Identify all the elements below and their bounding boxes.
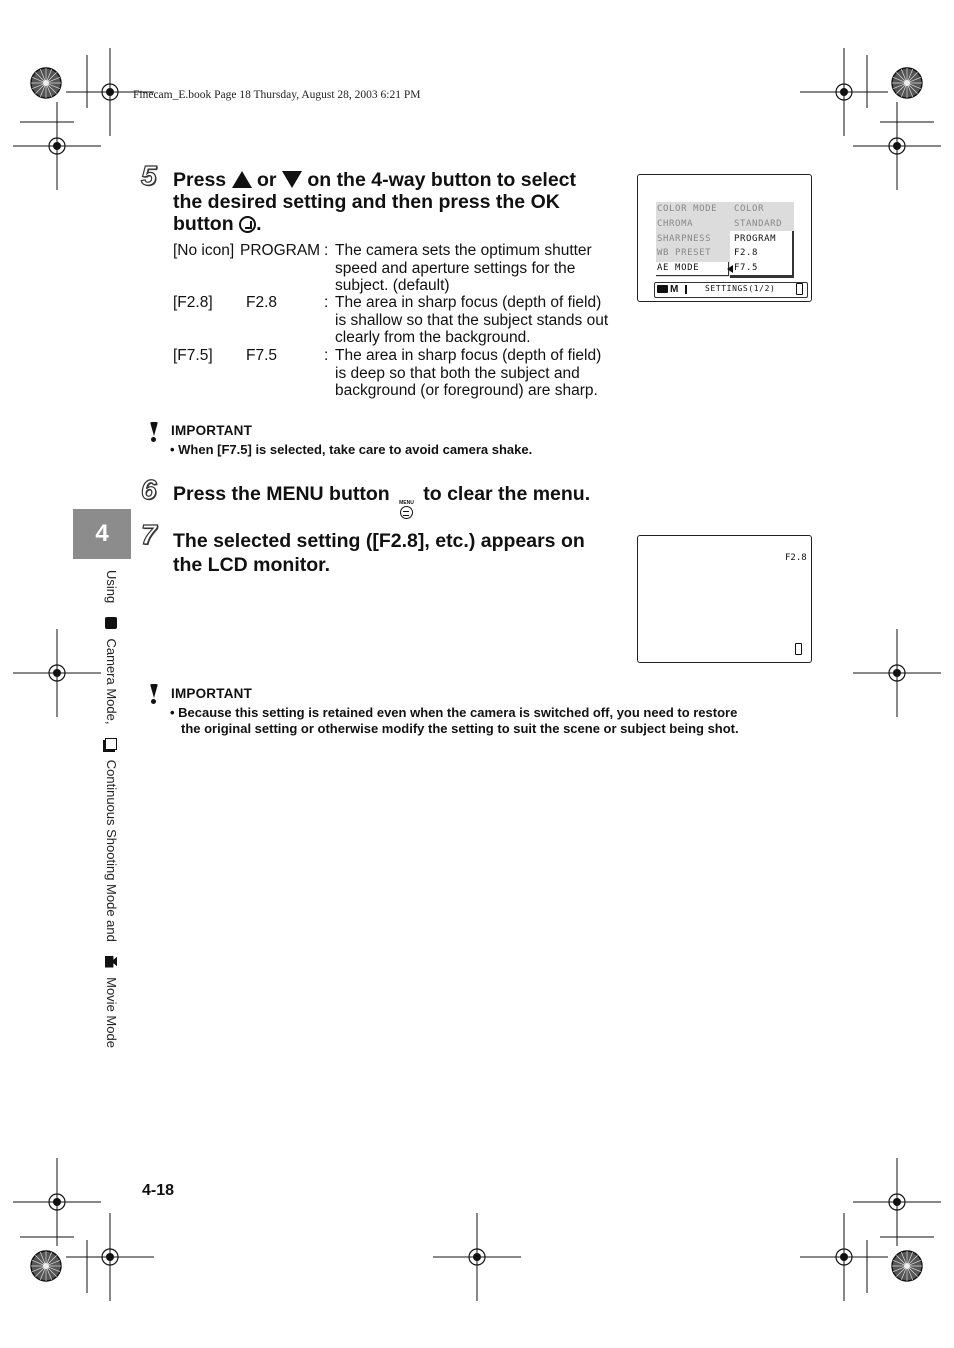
camera-mode-icon	[657, 285, 668, 293]
ok-button-icon	[239, 216, 256, 233]
menu-button-icon	[399, 500, 414, 519]
step-7-number: 7	[141, 519, 156, 550]
step-5-line2: the desired setting and then press the OK	[173, 191, 560, 213]
option-icon: [F2.8]	[173, 294, 213, 311]
option-desc-line: The area in sharp focus (depth of field)	[335, 347, 602, 364]
menu-footer-text: SETTINGS(1/2)	[705, 284, 776, 293]
option-desc-line: The area in sharp focus (depth of field)	[335, 294, 602, 311]
step-6-number: 6	[141, 474, 156, 505]
menu-label-chroma: CHROMA	[657, 219, 694, 229]
step-6-before: Press the MENU button	[173, 483, 390, 505]
movie-icon	[105, 956, 117, 968]
option-desc-line: is shallow so that the subject stands out	[335, 311, 609, 329]
option-desc-line: The camera sets the optimum shutter	[335, 242, 592, 259]
important-icon	[149, 684, 157, 704]
menu-label-wb-preset: WB PRESET	[657, 248, 712, 258]
important-icon	[149, 422, 157, 442]
important-text-2-line2: the original setting or otherwise modify the setting to suit the scene or subject being shot.	[181, 721, 739, 736]
option-colon: :	[324, 347, 329, 364]
option-desc	[335, 347, 601, 400]
option-name: F2.8	[246, 294, 278, 311]
menu-label-sharpness: SHARPNESS	[657, 234, 712, 244]
continuous-icon	[105, 738, 117, 750]
option-colon: :	[324, 294, 329, 311]
step-5-or: or	[256, 169, 277, 191]
menu-label-ae-mode: AE MODE	[657, 263, 700, 273]
option-desc	[335, 294, 608, 347]
chapter-tab: 4	[73, 509, 131, 559]
side-movie: Movie Mode	[104, 977, 119, 1048]
option-desc-line: subject. (default)	[335, 277, 450, 294]
aperture-indicator: F2.8	[785, 553, 807, 563]
option-icon: [F7.5]	[173, 347, 213, 364]
step-5-press: Press	[173, 169, 227, 191]
down-arrow-icon	[282, 171, 302, 188]
step-7-title	[173, 529, 585, 577]
important-text-1: • When [F7.5] is selected, take care to avoid camera shake.	[170, 442, 533, 457]
side-continuous: Continuous Shooting Mode and	[104, 759, 119, 942]
menu-value-f75: F7.5	[734, 263, 759, 273]
corner-star-top-left	[31, 68, 61, 98]
side-using: Using	[104, 570, 119, 604]
chapter-side-title	[105, 570, 119, 1048]
menu-button-label: MENU	[399, 500, 414, 506]
menu-footer-bar	[654, 282, 808, 298]
up-arrow-icon	[232, 171, 252, 188]
important-text-2-line1: • Because this setting is retained even when the camera is switched off, you need to restore	[170, 705, 738, 720]
sub-mode-icon: M	[670, 284, 679, 295]
step-5-title	[173, 169, 628, 235]
divider-icon	[685, 285, 687, 294]
step-7-line1: The selected setting ([F2.8], etc.) appears on	[173, 530, 585, 552]
menu-value-f28: F2.8	[734, 248, 759, 258]
important-heading-1: IMPORTANT	[171, 423, 253, 438]
side-camera-mode: Camera Mode,	[104, 638, 119, 725]
important-heading-2: IMPORTANT	[171, 686, 253, 701]
option-colon: :	[324, 242, 329, 259]
corner-star-bottom-right	[892, 1251, 922, 1281]
menu-button-circle	[400, 506, 413, 519]
step-7-line2: the LCD monitor.	[173, 554, 331, 576]
step-6-after: to clear the menu.	[423, 483, 591, 505]
option-name: PROGRAM	[240, 242, 321, 259]
lcd-settings-menu	[637, 174, 812, 302]
menu-left-arrow-icon	[727, 265, 733, 273]
lcd-monitor-preview	[637, 535, 812, 663]
camera-icon	[105, 617, 117, 629]
option-desc-line: clearly from the background.	[335, 329, 531, 346]
card-icon	[795, 643, 802, 655]
option-name: F7.5	[246, 347, 278, 364]
menu-value-program: PROGRAM	[734, 234, 777, 244]
step-5-on-the: on the 4-way button to select	[307, 169, 577, 191]
important-text-2	[170, 705, 739, 737]
page-number: 4-18	[142, 1182, 175, 1199]
step-5-period: .	[256, 213, 262, 235]
corner-star-top-right	[892, 68, 922, 98]
menu-value-color: COLOR	[734, 204, 765, 214]
step-5-number: 5	[141, 160, 156, 191]
file-header: Finecam_E.book Page 18 Thursday, August 28, 2003 6:21 PM	[133, 89, 421, 101]
option-desc-line: is deep so that both the subject and	[335, 364, 580, 382]
option-desc-line: background (or foreground) are sharp.	[335, 382, 598, 399]
step-6-title	[173, 483, 590, 519]
option-desc	[335, 242, 592, 295]
option-icon: [No icon]	[173, 242, 235, 259]
corner-star-bottom-left	[31, 1251, 61, 1281]
option-desc-line: speed and aperture settings for the	[335, 259, 576, 277]
menu-label-color-mode: COLOR MODE	[657, 204, 718, 214]
card-icon	[796, 283, 803, 295]
menu-value-standard: STANDARD	[734, 219, 783, 229]
step-5-button: button	[173, 213, 234, 235]
